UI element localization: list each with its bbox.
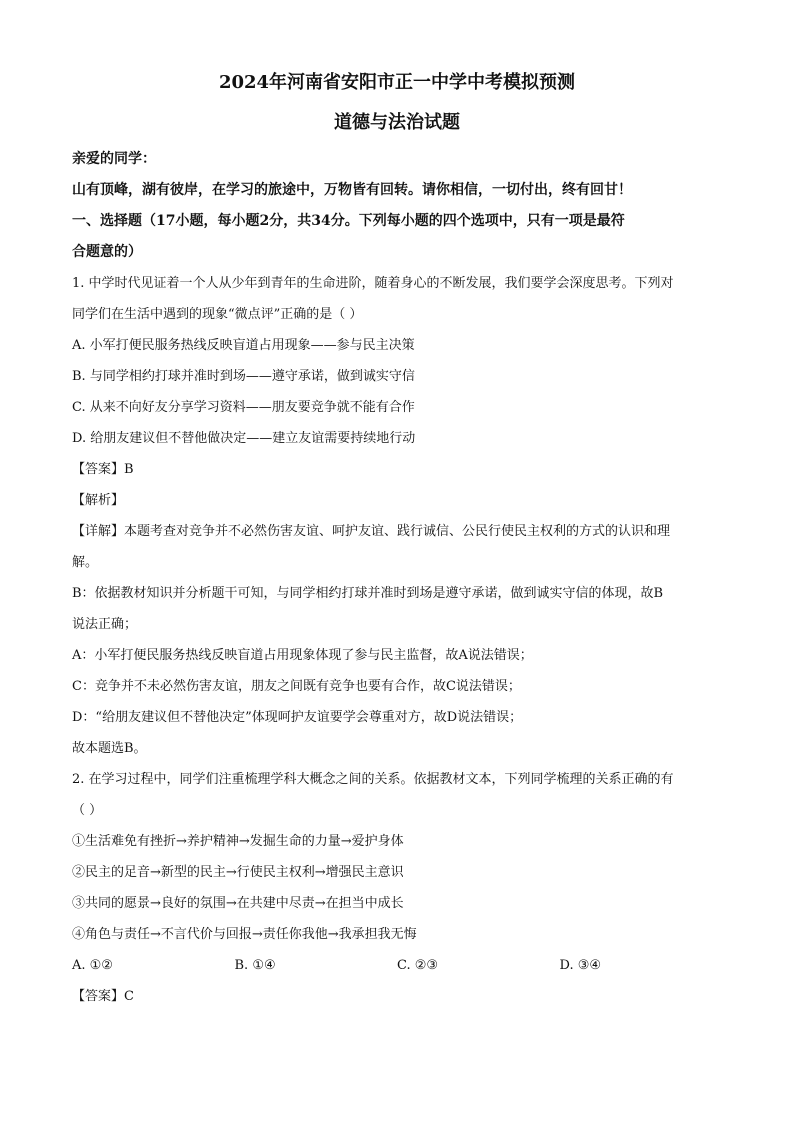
page-title: 2024年河南省安阳市正一中学中考模拟预测 [218, 72, 576, 93]
q1-explain-b-line1: B：依据教材知识并分析题干可知，与同学相约打球并准时到场是遵守承诺，做到诚实守信的体现，故B [72, 586, 664, 601]
page-subtitle: 道德与法治试题 [334, 112, 460, 133]
q2-option-b: B. ①④ [234, 958, 276, 973]
q1-option-b: B. 与同学相约打球并准时到场——遵守承诺，做到诚实守信 [72, 369, 415, 384]
exam-page [72, 62, 722, 1012]
q2-answer: 【答案】C [72, 989, 134, 1004]
q2-item-3: ③共同的愿景→良好的氛围→在共建中尽责→在担当中成长 [72, 896, 404, 911]
q1-option-c: C. 从来不向好友分享学习资料——朋友要竞争就不能有合作 [72, 400, 415, 415]
section-heading-line1: 一、选择题（17小题，每小题2分，共34分。下列每小题的四个选项中，只有一项是最符 [72, 213, 625, 229]
q1-option-a: A. 小军打便民服务热线反映盲道占用现象——参与民主决策 [72, 338, 415, 353]
q1-detail-line1: 【详解】本题考查对竞争并不必然伤害友谊、呵护友谊、践行诚信、公民行使民主权利的方式的认识和理 [72, 524, 671, 539]
q2-item-2: ②民主的足音→新型的民主→行使民主权利→增强民主意识 [72, 865, 404, 880]
section-heading-line2: 合题意的） [72, 244, 142, 260]
motto: 山有顶峰，湖有彼岸，在学习的旅途中，万物皆有回转。请你相信，一切付出，终有回甘！ [72, 182, 632, 198]
q2-item-4: ④角色与责任→不言代价与回报→责任你我他→我承担我无悔 [72, 927, 417, 942]
q2-stem-line1: 2. 在学习过程中，同学们注重梳理学科大概念之间的关系。依据教材文本，下列同学梳理的关系正确的有 [72, 772, 674, 787]
greeting: 亲爱的同学： [72, 151, 156, 167]
q1-explain-d: D：“给朋友建议但不替他决定”体现呵护友谊要学会尊重对方，故D说法错误； [72, 710, 523, 725]
question-1 [72, 268, 722, 764]
q1-explain-a: A：小军打便民服务热线反映盲道占用现象体现了参与民主监督，故A说法错误； [72, 648, 533, 663]
q2-stem-line2: （ ） [72, 803, 103, 818]
q1-stem-line2: 同学们在生活中遇到的现象“微点评”正确的是（ ） [72, 307, 363, 322]
q1-answer: 【答案】B [72, 462, 134, 477]
q1-explain-c: C：竞争并不未必然伤害友谊，朋友之间既有竞争也要有合作，故C说法错误； [72, 679, 521, 694]
q1-stem-line1: 1. 中学时代见证着一个人从少年到青年的生命进阶，随着身心的不断发展，我们要学会深度思考。下列对 [72, 276, 674, 291]
q2-option-c: C. ②③ [397, 958, 439, 973]
q2-options [72, 950, 722, 981]
q2-option-a: A. ①② [72, 958, 113, 973]
q1-explain-b-line2: 说法正确； [72, 617, 138, 632]
question-2 [72, 764, 722, 1012]
q2-option-d: D. ③④ [559, 958, 602, 973]
intro-block [72, 144, 722, 268]
q1-conclusion: 故本题选B。 [72, 741, 147, 756]
q2-item-1: ①生活难免有挫折→养护精神→发掘生命的力量→爱护身体 [72, 834, 404, 849]
q1-option-d: D. 给朋友建议但不替他做决定——建立友谊需要持续地行动 [72, 431, 416, 446]
q1-detail-line2: 解。 [72, 555, 99, 570]
q1-analysis-label: 【解析】 [72, 493, 125, 508]
